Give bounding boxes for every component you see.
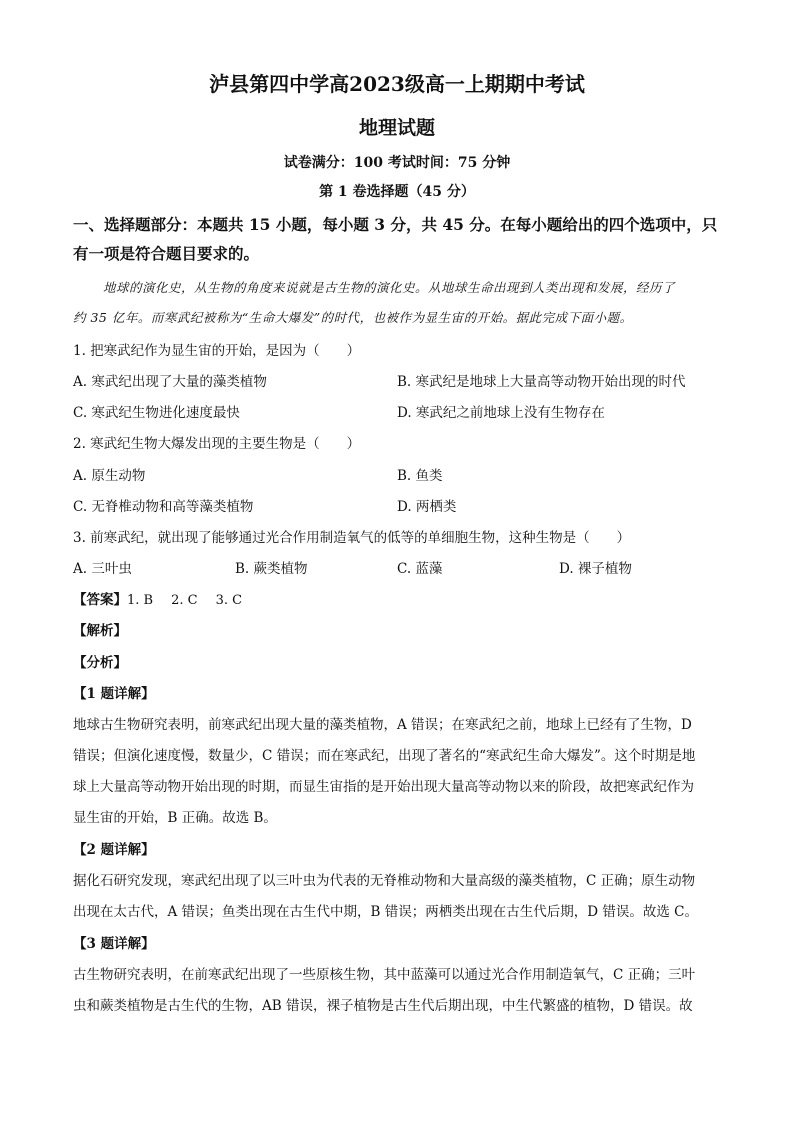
question-1-option-d: D. 寒武纪之前地球上没有生物存在 <box>397 405 605 421</box>
answer-item: 2. C <box>171 593 198 608</box>
question-2-option-a: A. 原生动物 <box>73 468 146 484</box>
answer-line <box>73 588 260 608</box>
detail-1-line: 地球古生物研究表明，前寒武纪出现大量的藻类植物，A 错误；在寒武纪之前，地球上已经有了生物，D <box>73 717 692 733</box>
detail-1-line: 错误；但演化速度慢，数量少，C 错误；而在寒武纪，出现了著名的“寒武纪生命大爆发”。这个时期是地 <box>73 748 696 764</box>
detail-2-line: 出现在太古代，A 错误；鱼类出现在古生代中期，B 错误；两栖类出现在古生代后期，D 错误。故选 C。 <box>73 904 698 920</box>
question-3-option-b: B. 蕨类植物 <box>235 561 308 577</box>
intro-line-1: 地球的演化史，从生物的角度来说就是古生物的演化史。从地球生命出现到人类出现和发展，经历了 <box>103 280 676 295</box>
question-1-stem: 1. 把寒武纪作为显生宙的开始，是因为（ ） <box>73 343 361 359</box>
detail-1-line: 球上大量高等动物开始出现的时期，而显生宙指的是开始出现大量高等动物以来的阶段，故把寒武纪作为 <box>73 779 694 795</box>
question-2-option-b: B. 鱼类 <box>397 468 443 484</box>
fenxi-label: 【分析】 <box>73 655 127 671</box>
detail-1-line: 显生宙的开始，B 正确。故选 B。 <box>73 810 277 826</box>
question-3-option-d: D. 裸子植物 <box>559 561 632 577</box>
answer-item: 3. C <box>215 593 243 608</box>
answer-values <box>127 593 260 608</box>
detail-3-line: 古生物研究表明，在前寒武纪出现了一些原核生物，其中蓝藻可以通过光合作用制造氧气，C 正确；三叶 <box>73 967 696 983</box>
answer-label: 【答案】 <box>73 592 127 608</box>
exam-title: 泸县第四中学高2023级高一上期期中考试 <box>209 72 585 96</box>
part-instruction-line-2: 有一项是符合题目要求的。 <box>73 244 260 263</box>
question-3-stem: 3. 前寒武纪，就出现了能够通过光合作用制造氧气的低等的单细胞生物，这种生物是（ ） <box>73 530 631 546</box>
question-3-option-c: C. 蓝藻 <box>397 561 443 577</box>
question-2-option-d: D. 两栖类 <box>397 499 457 515</box>
question-1-option-c: C. 寒武纪生物进化速度最快 <box>73 405 240 421</box>
part-instruction-line-1: 一、选择题部分：本题共 15 小题，每小题 3 分，共 45 分。在每小题给出的四个选项中，只 <box>73 215 718 234</box>
answer-item: 1. B <box>127 593 154 608</box>
intro-line-2: 约 35 亿年。而寒武纪被称为“生命大爆发”的时代，也被作为显生宙的开始。据此完成下面小题。 <box>73 310 633 325</box>
question-2-option-c: C. 无脊椎动物和高等藻类植物 <box>73 499 254 515</box>
detail-2-line: 据化石研究发现，寒武纪出现了以三叶虫为代表的无脊椎动物和大量高级的藻类植物，C 正确；原生动物 <box>73 873 696 889</box>
question-3-option-a: A. 三叶虫 <box>73 561 132 577</box>
question-2-stem: 2. 寒武纪生物大爆发出现的主要生物是（ ） <box>73 436 361 452</box>
detail-1-label: 【1 题详解】 <box>73 686 155 702</box>
question-1-option-b: B. 寒武纪是地球上大量高等动物开始出现的时代 <box>397 374 686 390</box>
detail-3-line: 虫和蕨类植物是古生代的生物，AB 错误，裸子植物是古生代后期出现，中生代繁盛的植物，D 错误。故 <box>73 998 693 1014</box>
question-1-option-a: A. 寒武纪出现了大量的藻类植物 <box>73 374 267 390</box>
exam-meta: 试卷满分：100 考试时间：75 分钟 <box>283 155 511 171</box>
detail-3-label: 【3 题详解】 <box>73 936 155 952</box>
section-heading: 第 1 卷选择题（45 分） <box>319 184 475 200</box>
subject-title: 地理试题 <box>358 117 435 139</box>
jiexi-label: 【解析】 <box>73 623 127 639</box>
detail-2-label: 【2 题详解】 <box>73 842 155 858</box>
